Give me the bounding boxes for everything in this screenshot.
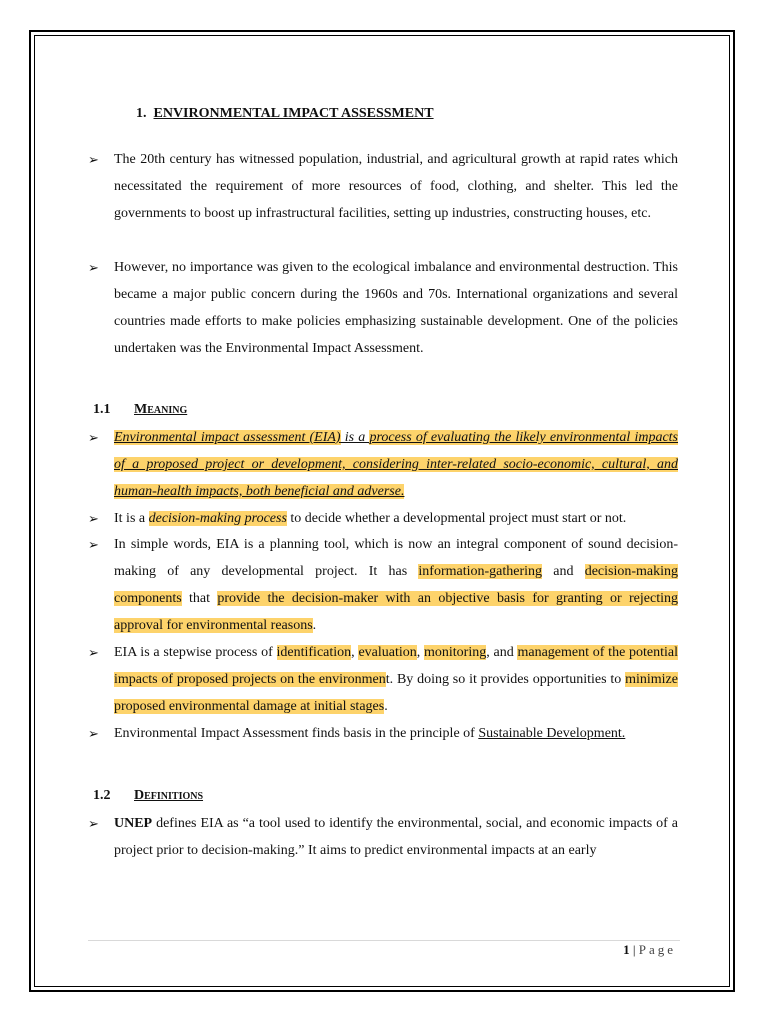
section-name: Definitions bbox=[134, 788, 204, 803]
meaning-bullet-5 bbox=[88, 720, 678, 747]
section-number: 1.2 bbox=[93, 788, 111, 803]
title-text: ENVIRONMENTAL IMPACT ASSESSMENT bbox=[153, 106, 434, 121]
intro-bullet-2 bbox=[88, 254, 678, 362]
bullet-text: Environmental Impact Assessment finds basis in the principle of Sustainable Development. bbox=[114, 726, 626, 741]
section-heading-definitions bbox=[93, 788, 203, 804]
arrow-bullet-icon: ➢ bbox=[88, 645, 99, 660]
bullet-text: It is a decision-making process to decide whether a developmental project must start or not. bbox=[114, 511, 627, 526]
section-heading-meaning bbox=[93, 402, 187, 418]
intro-bullet-1 bbox=[88, 146, 678, 227]
meaning-bullet-1 bbox=[88, 424, 678, 505]
page-footer bbox=[623, 942, 676, 958]
arrow-bullet-icon: ➢ bbox=[88, 430, 99, 445]
meaning-bullet-4 bbox=[88, 639, 678, 720]
footer-rule bbox=[88, 940, 680, 941]
definitions-bullet-1 bbox=[88, 810, 678, 864]
meaning-bullet-2 bbox=[88, 505, 678, 532]
arrow-bullet-icon: ➢ bbox=[88, 726, 99, 741]
bullet-text: However, no importance was given to the ecological imbalance and environmental destruction. This became a major public concern during the 1960s and 70s. International organizations and several countries made efforts to make policies emphasizing sustainable development. One of the policies undertaken was the Environmental Impact Assessment. bbox=[114, 260, 678, 356]
document-title bbox=[136, 106, 434, 122]
arrow-bullet-icon: ➢ bbox=[88, 152, 99, 167]
page-label: Page bbox=[638, 942, 676, 957]
section-name: Meaning bbox=[134, 402, 188, 417]
page-number: 1 bbox=[623, 942, 630, 957]
bullet-text: Environmental impact assessment (EIA) is a process of evaluating the likely environmental impacts of a proposed project or development, considering inter-related socio-economic, cultural, and human-health impacts, both beneficial and adverse. bbox=[114, 430, 679, 499]
bullet-text: In simple words, EIA is a planning tool, which is now an integral component of sound decision-making of any developmental project. It has information-gathering and decision-making components that provide the decision-maker with an objective basis for granting or rejecting approval for environmental reasons. bbox=[114, 537, 678, 633]
arrow-bullet-icon: ➢ bbox=[88, 260, 99, 275]
title-number: 1. bbox=[136, 106, 147, 121]
arrow-bullet-icon: ➢ bbox=[88, 816, 99, 831]
bullet-text: UNEP defines EIA as “a tool used to identify the environmental, social, and economic impacts of a project prior to decision-making.” It aims to predict environmental impacts at an early bbox=[114, 816, 678, 858]
bullet-text: The 20th century has witnessed population, industrial, and agricultural growth at rapid rates which necessitated the requirement of more resources of food, clothing, and shelter. This led the governments to boost up infrastructural facilities, setting up industries, constructing houses, etc. bbox=[114, 152, 678, 221]
section-number: 1.1 bbox=[93, 402, 111, 417]
sustainable-development-link: Sustainable Development. bbox=[478, 726, 626, 741]
arrow-bullet-icon: ➢ bbox=[88, 537, 99, 552]
arrow-bullet-icon: ➢ bbox=[88, 511, 99, 526]
meaning-bullet-3 bbox=[88, 531, 678, 639]
footer-separator: | bbox=[629, 942, 639, 957]
bullet-text: EIA is a stepwise process of identification, evaluation, monitoring, and management of the potential impacts of proposed projects on the environment. By doing so it provides opportunities to minimize proposed environmental damage at initial stages. bbox=[114, 645, 679, 714]
